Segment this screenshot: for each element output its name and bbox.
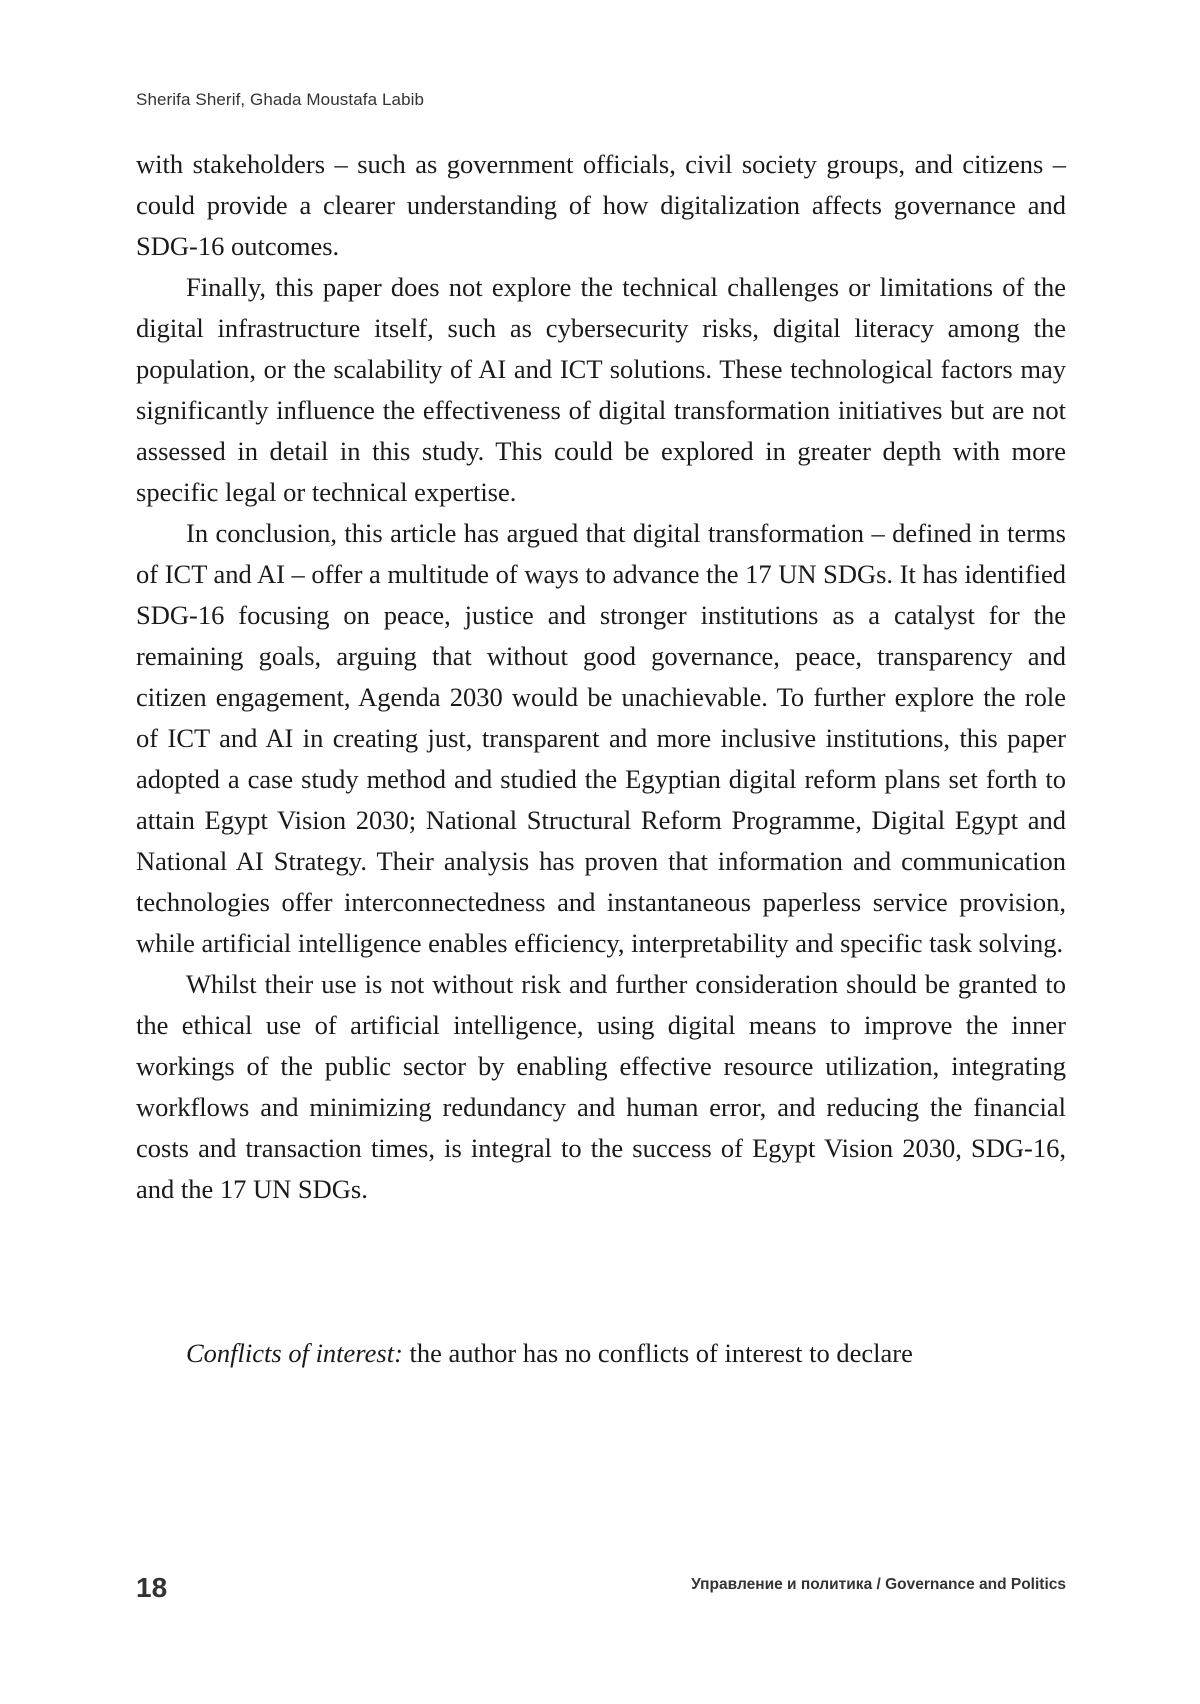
running-header-authors: Sherifa Sherif, Ghada Moustafa Labib: [136, 90, 425, 109]
paragraph-final: Whilst their use is not without risk and further consideration should be granted to the ethical use of artificial intelligence, using digital means to improve the inner workings of the public sector by enabling effective resource utilization, integrating workflows and minimizing redundancy and human error, and reducing the financial costs and transaction times, is integral to the success of Egypt Vision 2030, SDG-16, and the 17 UN SDGs.: [136, 969, 1066, 1204]
body-text: [136, 144, 1066, 1210]
conflicts-label: Conflicts of interest:: [186, 1338, 403, 1368]
page-number: 18: [136, 1572, 168, 1603]
conflicts-of-interest-statement: [186, 1333, 913, 1374]
paragraph-conclusion: In conclusion, this article has argued that digital transformation – defined in terms of ICT and AI – offer a multitude of ways to advance the 17 UN SDGs. It has identified SDG-16 focusing on peace, justice and stronger institutions as a catalyst for the remaining goals, arguing that without good governance, peace, transparency and citizen engagement, Agenda 2030 would be unachievable. To further explore the role of ICT and AI in creating just, transparent and more inclusive institutions, this paper adopted a case study method and studied the Egyptian digital reform plans set forth to attain Egypt Vision 2030; National Structural Reform Programme, Digital Egypt and National AI Strategy. Their analysis has proven that information and communication technologies offer interconnectedness and instantaneous paperless service provision, while artificial intelligence enables efficiency, interpretability and specific task solving.: [136, 518, 1066, 958]
paragraph-continuation: with stakeholders – such as government officials, civil society groups, and citizens – could provide a clearer understanding of how digitalization affects governance and SDG-16 outcomes.: [136, 149, 1066, 261]
journal-name: Управление и политика / Governance and Politics: [691, 1576, 1066, 1593]
paragraph-limitations: Finally, this paper does not explore the technical challenges or limitations of the digital infrastructure itself, such as cybersecurity risks, digital literacy among the population, or the scalability of AI and ICT solutions. These technological factors may significantly influence the effectiveness of digital transformation initiatives but are not assessed in detail in this study. This could be explored in greater depth with more specific legal or technical expertise.: [136, 272, 1066, 507]
conflicts-text: the author has no conflicts of interest to declare: [402, 1338, 913, 1368]
